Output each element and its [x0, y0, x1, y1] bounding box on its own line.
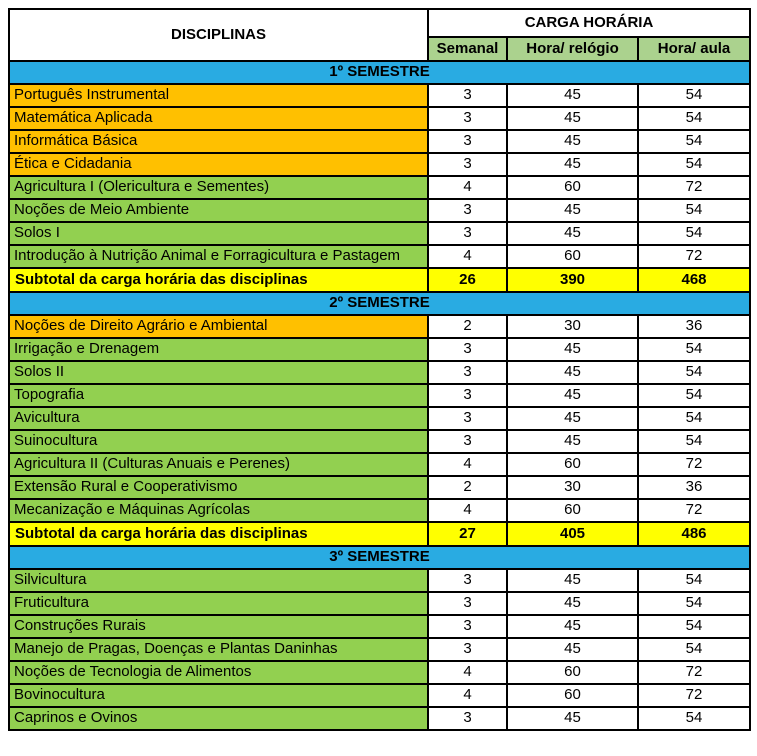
table-row — [9, 153, 750, 176]
hora-aula-value: 54 — [638, 384, 750, 407]
semester-section-row — [9, 546, 750, 569]
hora-aula-value: 54 — [638, 338, 750, 361]
semanal-value: 4 — [428, 176, 507, 199]
hora-aula-value: 54 — [638, 430, 750, 453]
hora-aula-value: 36 — [638, 476, 750, 499]
semanal-value: 3 — [428, 384, 507, 407]
column-header-carga-horaria: CARGA HORÁRIA — [428, 9, 750, 37]
hora-aula-value: 54 — [638, 592, 750, 615]
hora-aula-value: 54 — [638, 107, 750, 130]
hora-relogio-value: 45 — [507, 615, 638, 638]
hora-aula-value: 72 — [638, 684, 750, 707]
semanal-value: 3 — [428, 84, 507, 107]
discipline-name: Bovinocultura — [9, 684, 428, 707]
table-row — [9, 638, 750, 661]
hora-relogio-value: 30 — [507, 476, 638, 499]
hora-relogio-value: 60 — [507, 684, 638, 707]
semanal-value: 3 — [428, 707, 507, 730]
table-row — [9, 199, 750, 222]
hora-aula-value: 54 — [638, 407, 750, 430]
hora-relogio-value: 45 — [507, 361, 638, 384]
table-row — [9, 315, 750, 338]
discipline-name: Solos I — [9, 222, 428, 245]
semanal-value: 2 — [428, 315, 507, 338]
hora-aula-value: 54 — [638, 361, 750, 384]
header-row-top — [9, 9, 750, 37]
hora-aula-value: 54 — [638, 222, 750, 245]
table-row — [9, 222, 750, 245]
hora-relogio-value: 45 — [507, 199, 638, 222]
table-row — [9, 384, 750, 407]
semanal-value: 3 — [428, 638, 507, 661]
hora-relogio-value: 60 — [507, 499, 638, 522]
hora-aula-value: 54 — [638, 130, 750, 153]
discipline-name: Noções de Direito Agrário e Ambiental — [9, 315, 428, 338]
hora-relogio-value: 45 — [507, 407, 638, 430]
discipline-name: Silvicultura — [9, 569, 428, 592]
discipline-name: Irrigação e Drenagem — [9, 338, 428, 361]
curriculum-table — [8, 8, 751, 731]
hora-aula-value: 72 — [638, 499, 750, 522]
discipline-name: Introdução à Nutrição Animal e Forragicultura e Pastagem — [9, 245, 428, 268]
semanal-value: 3 — [428, 592, 507, 615]
subtotal-label: Subtotal da carga horária das disciplinas — [9, 268, 428, 292]
table-row — [9, 499, 750, 522]
column-header-disciplinas: DISCIPLINAS — [9, 9, 428, 61]
semanal-value: 3 — [428, 199, 507, 222]
hora-relogio-value: 30 — [507, 315, 638, 338]
semanal-value: 4 — [428, 499, 507, 522]
semanal-value: 3 — [428, 430, 507, 453]
discipline-name: Avicultura — [9, 407, 428, 430]
hora-aula-value: 72 — [638, 661, 750, 684]
discipline-name: Informática Básica — [9, 130, 428, 153]
hora-aula-value: 54 — [638, 569, 750, 592]
discipline-name: Mecanização e Máquinas Agrícolas — [9, 499, 428, 522]
subtotal-label: Subtotal da carga horária das disciplinas — [9, 522, 428, 546]
table-row — [9, 430, 750, 453]
hora-relogio-value: 60 — [507, 661, 638, 684]
hora-aula-value: 486 — [638, 522, 750, 546]
hora-relogio-value: 60 — [507, 245, 638, 268]
table-row — [9, 407, 750, 430]
semanal-value: 3 — [428, 153, 507, 176]
discipline-name: Solos II — [9, 361, 428, 384]
discipline-name: Manejo de Pragas, Doenças e Plantas Daninhas — [9, 638, 428, 661]
table-row — [9, 453, 750, 476]
discipline-name: Noções de Tecnologia de Alimentos — [9, 661, 428, 684]
table-row — [9, 84, 750, 107]
semanal-value: 3 — [428, 338, 507, 361]
table-row — [9, 361, 750, 384]
table-body — [9, 61, 750, 730]
semester-section-row — [9, 61, 750, 84]
hora-relogio-value: 45 — [507, 338, 638, 361]
hora-relogio-value: 45 — [507, 384, 638, 407]
discipline-name: Suinocultura — [9, 430, 428, 453]
hora-relogio-value: 45 — [507, 707, 638, 730]
table-row — [9, 592, 750, 615]
semanal-value: 4 — [428, 661, 507, 684]
section-header-semestre-3: 3º SEMESTRE — [9, 546, 750, 569]
hora-aula-value: 72 — [638, 245, 750, 268]
table-row — [9, 176, 750, 199]
table-row — [9, 245, 750, 268]
hora-relogio-value: 390 — [507, 268, 638, 292]
discipline-name: Matemática Aplicada — [9, 107, 428, 130]
subtotal-row — [9, 522, 750, 546]
semanal-value: 26 — [428, 268, 507, 292]
semanal-value: 4 — [428, 453, 507, 476]
table-row — [9, 661, 750, 684]
hora-aula-value: 468 — [638, 268, 750, 292]
hora-relogio-value: 405 — [507, 522, 638, 546]
hora-relogio-value: 60 — [507, 176, 638, 199]
hora-aula-value: 54 — [638, 84, 750, 107]
discipline-name: Construções Rurais — [9, 615, 428, 638]
discipline-name: Ética e Cidadania — [9, 153, 428, 176]
discipline-name: Português Instrumental — [9, 84, 428, 107]
semanal-value: 4 — [428, 245, 507, 268]
semanal-value: 3 — [428, 361, 507, 384]
semanal-value: 4 — [428, 684, 507, 707]
section-header-semestre-1: 1º SEMESTRE — [9, 61, 750, 84]
table-row — [9, 569, 750, 592]
discipline-name: Fruticultura — [9, 592, 428, 615]
hora-relogio-value: 45 — [507, 84, 638, 107]
semanal-value: 27 — [428, 522, 507, 546]
discipline-name: Noções de Meio Ambiente — [9, 199, 428, 222]
hora-aula-value: 54 — [638, 199, 750, 222]
column-header-hora-relogio: Hora/ relógio — [507, 37, 638, 61]
hora-relogio-value: 45 — [507, 430, 638, 453]
hora-aula-value: 54 — [638, 707, 750, 730]
hora-relogio-value: 45 — [507, 153, 638, 176]
discipline-name: Caprinos e Ovinos — [9, 707, 428, 730]
table-row — [9, 615, 750, 638]
table-row — [9, 707, 750, 730]
semester-section-row — [9, 292, 750, 315]
discipline-name: Topografia — [9, 384, 428, 407]
semanal-value: 3 — [428, 569, 507, 592]
hora-relogio-value: 45 — [507, 592, 638, 615]
semanal-value: 3 — [428, 407, 507, 430]
hora-aula-value: 72 — [638, 176, 750, 199]
column-header-hora-aula: Hora/ aula — [638, 37, 750, 61]
table-row — [9, 476, 750, 499]
column-header-semanal: Semanal — [428, 37, 507, 61]
hora-relogio-value: 45 — [507, 107, 638, 130]
hora-aula-value: 54 — [638, 153, 750, 176]
subtotal-row — [9, 268, 750, 292]
hora-aula-value: 36 — [638, 315, 750, 338]
table-row — [9, 107, 750, 130]
semanal-value: 3 — [428, 107, 507, 130]
discipline-name: Agricultura II (Culturas Anuais e Perenes) — [9, 453, 428, 476]
table-row — [9, 130, 750, 153]
hora-relogio-value: 45 — [507, 222, 638, 245]
table-row — [9, 338, 750, 361]
hora-relogio-value: 45 — [507, 130, 638, 153]
semanal-value: 2 — [428, 476, 507, 499]
semanal-value: 3 — [428, 130, 507, 153]
hora-aula-value: 54 — [638, 615, 750, 638]
discipline-name: Agricultura I (Olericultura e Sementes) — [9, 176, 428, 199]
hora-aula-value: 72 — [638, 453, 750, 476]
section-header-semestre-2: 2º SEMESTRE — [9, 292, 750, 315]
semanal-value: 3 — [428, 222, 507, 245]
hora-aula-value: 54 — [638, 638, 750, 661]
table-row — [9, 684, 750, 707]
hora-relogio-value: 45 — [507, 638, 638, 661]
hora-relogio-value: 60 — [507, 453, 638, 476]
semanal-value: 3 — [428, 615, 507, 638]
discipline-name: Extensão Rural e Cooperativismo — [9, 476, 428, 499]
hora-relogio-value: 45 — [507, 569, 638, 592]
